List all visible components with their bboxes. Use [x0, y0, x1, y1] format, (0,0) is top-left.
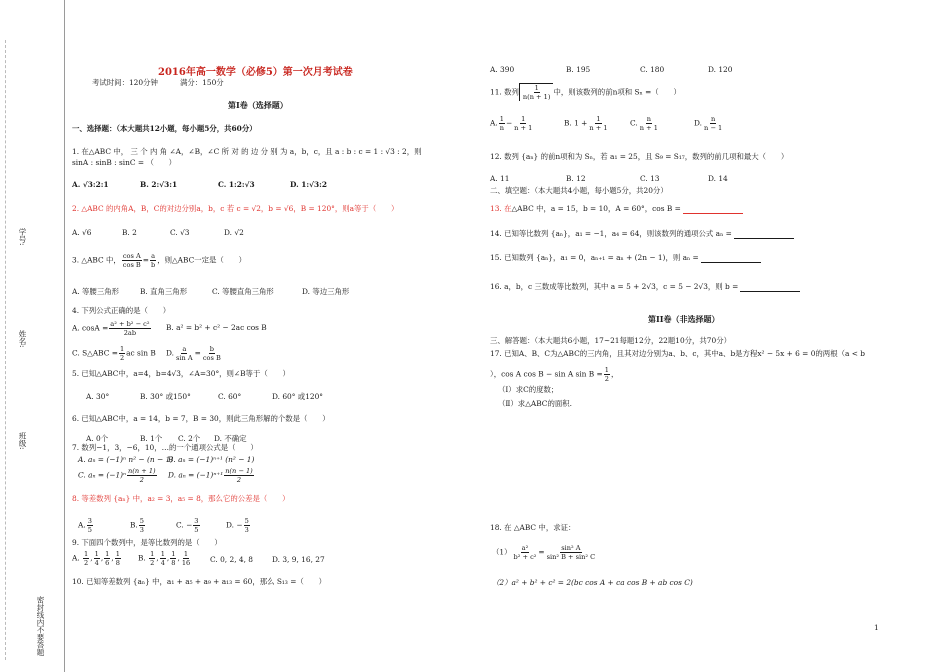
q13-answer-line[interactable] — [683, 213, 743, 214]
q5-text: 5. 已知△ABC中，a=4，b=4√3，∠A=30°，则∠B等于（ ） — [72, 369, 290, 378]
q4-text: 4. 下列公式正确的是（ ） — [72, 306, 171, 315]
q11-text: 11. 数列 $\frac{1}{n(n + 1)}$ 中，则该数列的前n项和 Sₙ =（ ） — [490, 84, 681, 101]
q18-part1: （1） $\frac{\text{a²}}{\text{b² + c²}}$ = $\frac{\text{sin² A}}{\text{sin² B + sin² C}}$ — [492, 544, 596, 561]
q18-part2: （2）a² + b² + c² = 2(bc cos A + ca cos B + ab cos C) — [492, 578, 693, 587]
q17-part2: （Ⅱ）求△ABC的面积. — [498, 399, 572, 408]
q7-option-c: C. aₙ = (−1)ⁿ $\frac{n(n + 1)}{2}$ — [78, 467, 156, 484]
q12-option-b: B. 12 — [566, 174, 586, 183]
q1-option-a: A. √3:2:1 — [72, 180, 109, 189]
q7-text: 7. 数列−1，3，−6，10，…的一个通项公式是（ ） — [72, 443, 258, 452]
q3-option-c: C. 等腰直角三角形 — [212, 287, 274, 296]
q14-text: 14. 已知等比数列 {aₙ}，a₁ = −1，a₄ = 64，则该数列的通项公式 aₙ = — [490, 229, 794, 239]
q1-text-b: sinA : sinB : sinC = （ ） — [72, 158, 177, 167]
q8-option-d: D. − $\frac{5}{3}$ — [226, 517, 249, 534]
student-id-label: 学号: — [18, 228, 27, 246]
q6-option-a: A. 0个 — [86, 434, 109, 443]
q7-option-a: A. aₙ = (−1)ⁿ n² − (n − 1) — [78, 455, 174, 464]
q6-option-b: B. 1个 — [140, 434, 163, 443]
q1-text-a: 1. 在△ABC 中， 三 个 内 角 ∠A，∠B，∠C 所 对 的 边 分 别 为 a，b，c，且 a : b : c = 1 : √3 : 2，则 — [72, 147, 422, 156]
exam-score: 满分：150分 — [180, 78, 224, 87]
q15-answer-line[interactable] — [701, 262, 761, 263]
q8-option-b: B. $\frac{5}{3}$ — [130, 517, 144, 534]
page-number: 1 — [874, 623, 879, 632]
q16-text: 16. a，b，c 三数成等比数列，其中 a = 5 + 2√3，c = 5 − 2√3，则 b = — [490, 282, 800, 292]
q1-option-c: C. 1:2:√3 — [218, 180, 255, 189]
exam-time: 考试时间：120分钟 — [92, 78, 158, 87]
q9-text: 9. 下面四个数列中，是等比数列的是（ ） — [72, 538, 222, 547]
q6-text: 6. 已知△ABC中，a = 14，b = 7，B = 30，则此三角形解的个数是（ ） — [72, 414, 330, 423]
q4-option-c: C. S△ABC = $\frac{1}{2}$ ac sin B — [72, 345, 156, 362]
q11-option-c: C. $\frac{n}{n + 1}$ — [630, 115, 658, 132]
binding-dashed-line — [5, 40, 6, 660]
q2-option-b: B. 2 — [122, 228, 137, 237]
q6-option-c: C. 2个 — [178, 434, 201, 443]
q3-text: 3. △ABC 中， $\frac{\text{cos A}}{\text{cos B}}$ = $\frac{a}{b}$ ，则△ABC一定是（ ） — [72, 252, 246, 269]
q5-option-a: A. 30° — [86, 392, 110, 401]
q2-option-d: D. √2 — [224, 228, 244, 237]
q10-text: 10. 已知等差数列 {aₙ} 中，a₁ + a₅ + a₉ + a₁₃ = 60，那么 S₁₃ =（ ） — [72, 577, 326, 586]
q3-option-a: A. 等腰三角形 — [72, 287, 119, 296]
binding-border — [64, 0, 65, 672]
q3-option-d: D. 等边三角形 — [302, 287, 350, 296]
q12-option-a: A. 11 — [490, 174, 510, 183]
q1-option-b: B. 2:√3:1 — [140, 180, 178, 189]
q9-option-d: D. 3, 9, 16, 27 — [272, 555, 325, 564]
q5-option-b: B. 30° 或150° — [140, 392, 191, 401]
part2-heading: 第II卷（非选择题） — [648, 314, 720, 324]
exam-title: 2016年高一数学（必修5）第一次月考试卷 — [158, 67, 353, 78]
q7-option-b: B. aₙ = (−1)ⁿ⁺¹ (n² − 1) — [168, 455, 255, 464]
part1-heading: 第I卷（选择题） — [228, 100, 288, 110]
q5-option-c: C. 60° — [218, 392, 242, 401]
q17-part1: （Ⅰ）求C的度数； — [498, 385, 559, 394]
q2-option-a: A. √6 — [72, 228, 92, 237]
q4-option-b: B. a² = b² + c² − 2ac cos B — [166, 323, 267, 332]
q17-text-a: 17. 已知A、B、C为△ABC的三内角，且其对边分别为a、b、c，其中a、b是方程x² − 5x + 6 = 0的两根（a < b — [490, 349, 866, 358]
q11-option-b: B. 1 + $\frac{1}{n + 1}$ — [564, 115, 608, 132]
q14-answer-line[interactable] — [734, 238, 794, 239]
q18-text: 18. 在 △ABC 中，求证： — [490, 523, 576, 532]
q16-answer-line[interactable] — [740, 291, 800, 292]
q6-option-d: D. 不确定 — [214, 434, 247, 443]
q1-option-d: D. 1:√3:2 — [290, 180, 328, 189]
section-answer: 三、解答题：（本大题共6小题，17~21每题12分，22题10分，共70分） — [490, 336, 731, 345]
q15-text: 15. 已知数列 {aₙ}，a₁ = 0，aₙ₊₁ = aₙ + (2n − 1)，则 aₙ = — [490, 253, 761, 263]
section-choice: 一、选择题：（本大题共12小题，每小题5分，共60分） — [72, 124, 257, 133]
q4-option-d: D. $\frac{a}{\text{sin A}}$ = $\frac{b}{\text{cos B}}$ — [166, 345, 221, 362]
q13-text: 13. 在△ABC 中，a = 15，b = 10，A = 60°，cos B = — [490, 204, 743, 214]
seal-notice: 密封线内不要答题 — [36, 596, 45, 656]
class-label: 班级: — [18, 432, 27, 450]
q2-text: 2. △ABC 的内角A，B，C的对边分别a，b，c 若 c = √2，b = √6，B = 120°，则a等于（ ） — [72, 204, 399, 213]
q8-option-a: A. $\frac{3}{5}$ — [78, 517, 92, 534]
q10-option-a: A. 390 — [490, 65, 515, 74]
q11-option-d: D. $\frac{n}{n - 1}$ — [694, 115, 723, 132]
q9-option-c: C. 0, 2, 4, 8 — [210, 555, 253, 564]
q10-option-d: D. 120 — [708, 65, 733, 74]
q5-option-d: D. 60° 或120° — [272, 392, 324, 401]
q4-option-a: A. cosA = $\frac{\text{a² + b² − c²}}{2ab}$ — [72, 320, 150, 337]
q7-option-d: D. aₙ = (−1)ⁿ⁺¹ $\frac{n(n - 1)}{2}$ — [168, 467, 253, 484]
q12-text: 12. 数列 {aₙ} 的前n项和为 Sₙ，若 a₁ = 25，且 S₉ = S₁₇，数列的前几项和最大（ ） — [490, 152, 789, 161]
q10-option-b: B. 195 — [566, 65, 591, 74]
q12-option-c: C. 13 — [640, 174, 660, 183]
q10-option-c: C. 180 — [640, 65, 665, 74]
q8-option-c: C. − $\frac{3}{5}$ — [176, 517, 199, 534]
q3-option-b: B. 直角三角形 — [140, 287, 188, 296]
q9-option-a: A. $\frac{1}{2}$ , $\frac{1}{4}$ , $\frac{1}{6}$ , $\frac{1}{8}$ — [72, 550, 120, 567]
q2-option-c: C. √3 — [170, 228, 190, 237]
q17-text-b: ），cos A cos B − sin A sin B = $\frac{1}{2}$ ， — [490, 366, 619, 383]
q11-option-a: A. $\frac{1}{n}$ − $\frac{1}{n + 1}$ — [490, 115, 533, 132]
q8-text: 8. 等差数列 {aₙ} 中，a₂ = 3，a₅ = 8，那么它的公差是（ ） — [72, 494, 290, 503]
q12-option-d: D. 14 — [708, 174, 728, 183]
q9-option-b: B. $\frac{1}{2}$ , $\frac{1}{4}$ , $\frac{1}{8}$ , $\frac{1}{16}$ — [138, 550, 191, 567]
section-fill: 二、填空题：（本大题共4小题，每小题5分，共20分） — [490, 186, 668, 195]
name-label: 姓名: — [18, 330, 27, 348]
